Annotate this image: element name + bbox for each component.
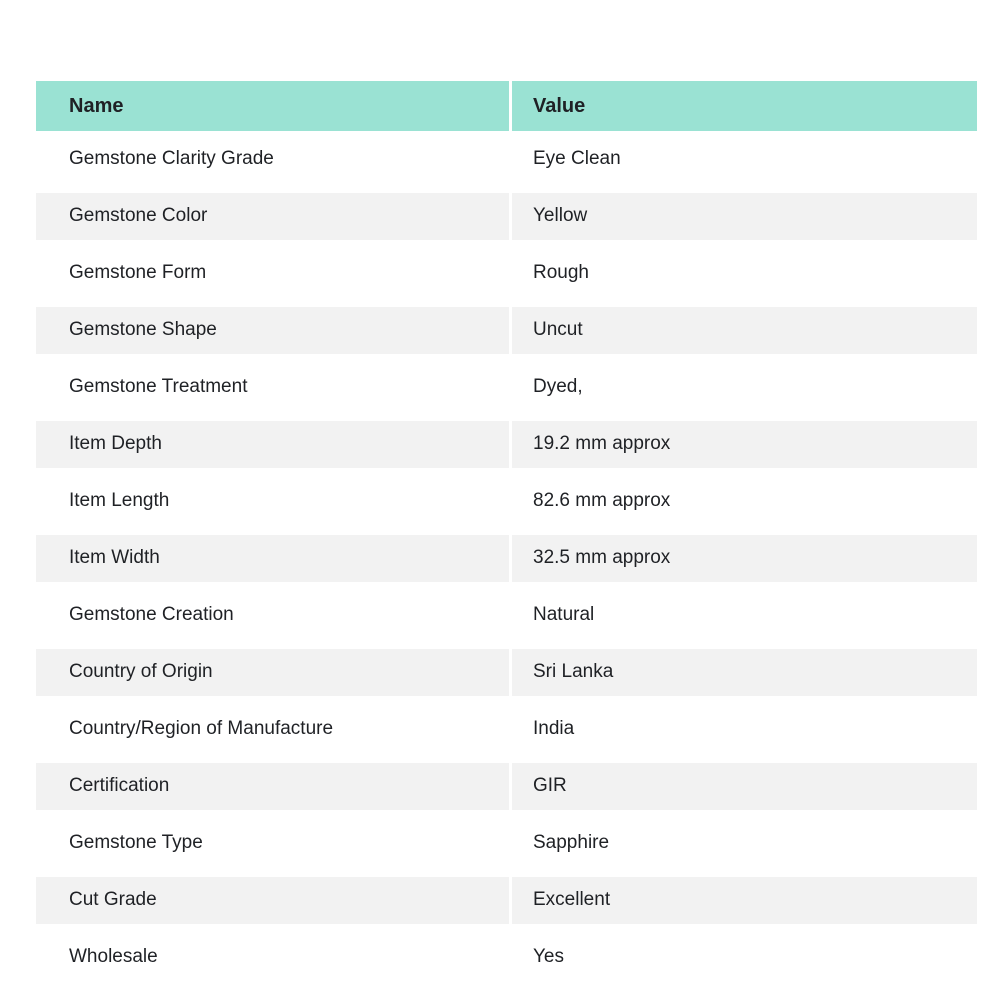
table-row (36, 302, 977, 359)
row-name-cell: Item Width (36, 535, 509, 582)
column-header-name: Name (36, 81, 509, 131)
table-row (36, 131, 977, 188)
row-name-cell: Gemstone Clarity Grade (69, 148, 274, 170)
table-row (36, 872, 977, 929)
table-row (36, 701, 977, 758)
row-name-cell: Wholesale (69, 946, 158, 968)
table-row (36, 758, 977, 815)
table-row (36, 416, 977, 473)
row-name-cell: Gemstone Treatment (69, 376, 248, 398)
table-row (36, 929, 977, 986)
table-row (36, 245, 977, 302)
table-row (36, 188, 977, 245)
table-row (36, 815, 977, 872)
row-value-cell: Natural (533, 604, 595, 626)
item-specifics-table (36, 81, 977, 986)
row-name-cell: Item Depth (36, 421, 509, 468)
table-row (36, 644, 977, 701)
row-value-cell: Excellent (512, 877, 977, 924)
row-name-cell: Cut Grade (36, 877, 509, 924)
row-value-cell: Yellow (512, 193, 977, 240)
row-name-cell: Gemstone Color (36, 193, 509, 240)
row-value-cell: Eye Clean (533, 148, 621, 170)
row-value-cell: 82.6 mm approx (533, 490, 671, 512)
table-header-row (36, 81, 977, 131)
row-value-cell: Yes (533, 946, 564, 968)
row-name-cell: Certification (36, 763, 509, 810)
row-name-cell: Country of Origin (36, 649, 509, 696)
table-row (36, 530, 977, 587)
row-value-cell: Sapphire (533, 832, 610, 854)
row-value-cell: GIR (512, 763, 977, 810)
row-name-cell: Gemstone Shape (36, 307, 509, 354)
table-row (36, 587, 977, 644)
row-value-cell: Sri Lanka (512, 649, 977, 696)
row-value-cell: 32.5 mm approx (512, 535, 977, 582)
column-header-value: Value (512, 81, 977, 131)
row-value-cell: Uncut (512, 307, 977, 354)
row-value-cell: Rough (533, 262, 589, 284)
row-name-cell: Item Length (69, 490, 170, 512)
row-name-cell: Gemstone Form (69, 262, 207, 284)
table-row (36, 359, 977, 416)
row-value-cell: India (533, 718, 575, 740)
row-value-cell: Dyed, (533, 376, 583, 398)
row-name-cell: Gemstone Creation (69, 604, 234, 626)
row-name-cell: Gemstone Type (69, 832, 203, 854)
row-value-cell: 19.2 mm approx (512, 421, 977, 468)
row-name-cell: Country/Region of Manufacture (69, 718, 334, 740)
table-body (36, 131, 977, 986)
table-row (36, 473, 977, 530)
